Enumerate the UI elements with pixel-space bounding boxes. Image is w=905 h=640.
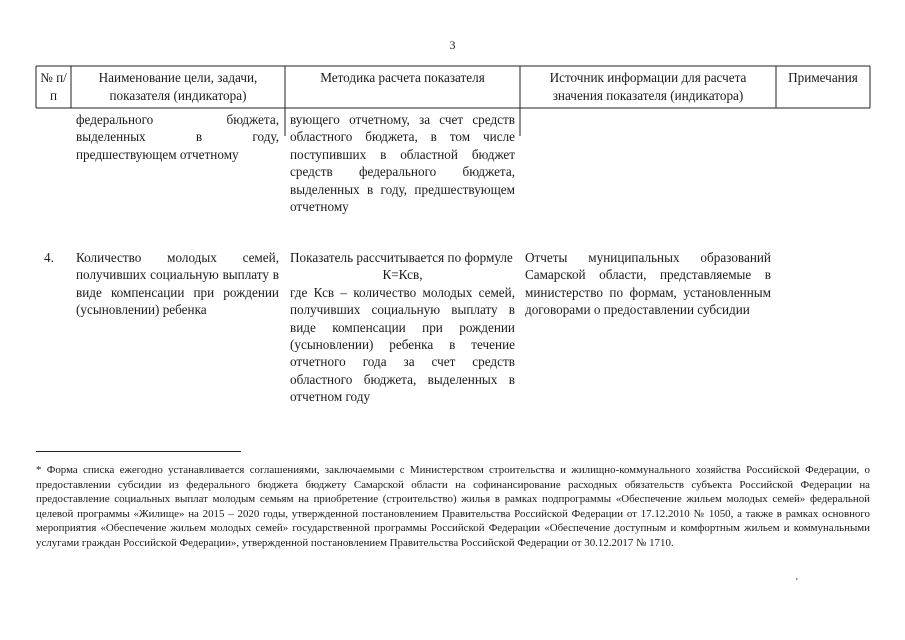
table-row-cont-name: федерального бюджета, выделенных в году, предшествующем отчетному	[76, 112, 279, 162]
header-num: № п/п	[40, 70, 67, 103]
footnote-text: * Форма списка ежегодно устанавливается соглашениями, заключаемыми с Министерством строительства и жилищно-коммунального хозяйства Российской Федерации, о предоставлении субсидии из федерального бюджета бюджету Самарской области на софинансирование расходных обязательств субъекта Российской Федерации на предоставление социальных выплат молодым семьям на приобретение (строительство) жилья в рамках подпрограммы «Обеспечение жильем молодых семей» федеральной целевой программы «Жилище» на 2015 – 2020 годы, утвержденной постановлением Правительства Российской Федерации от 17.12.2010 № 1050, а также в рамках основного мероприятия «Обеспечение жильем молодых семей» государственной программы Российской Федерации «Обеспечение доступным и комфортным жильем и коммунальными услугами граждан Российской Федерации», утвержденной постановлением Правительства Российской Федерации от 30.12.2017 № 1710.	[36, 464, 870, 549]
method-formula: К=Ксв,	[382, 267, 423, 283]
page-number: 3	[449, 38, 456, 52]
table-row-4-num: 4.	[44, 250, 54, 265]
table-row-cont-method: вующего отчетному, за счет средств областного бюджета, в том числе поступивших в областной бюджет средств федерального бюджета, выделенных в году, предшествующем отчетному	[290, 112, 515, 215]
header-source: Источник информации для расчета значения показателя (индикатора)	[549, 70, 747, 103]
table-row-4-method	[290, 249, 515, 406]
header-name: Наименование цели, задачи, показателя (индикатора)	[98, 70, 258, 103]
table-row-4-source: Отчеты муниципальных образований Самарской области, представляемые в министерство по формам, установленным договорами о предоставлении субсидии	[525, 250, 771, 318]
footnote-separator	[36, 451, 241, 452]
method-intro: Показатель рассчитывается по формуле	[290, 250, 513, 265]
method-description: где Ксв – количество молодых семей, получивших социальную выплату в виде компенсации при рождении (усыновлении) ребенка в течение отчетного года за счет средств областного бюджета, выделенных в отчетном году	[290, 284, 515, 405]
header-method: Методика расчета показателя	[320, 70, 485, 85]
header-note: Примечания	[788, 70, 858, 85]
table-row-4-name: Количество молодых семей, получивших социальную выплату в виде компенсации при рождении (усыновлении) ребенка	[76, 250, 279, 318]
scan-mark: '	[796, 577, 798, 588]
